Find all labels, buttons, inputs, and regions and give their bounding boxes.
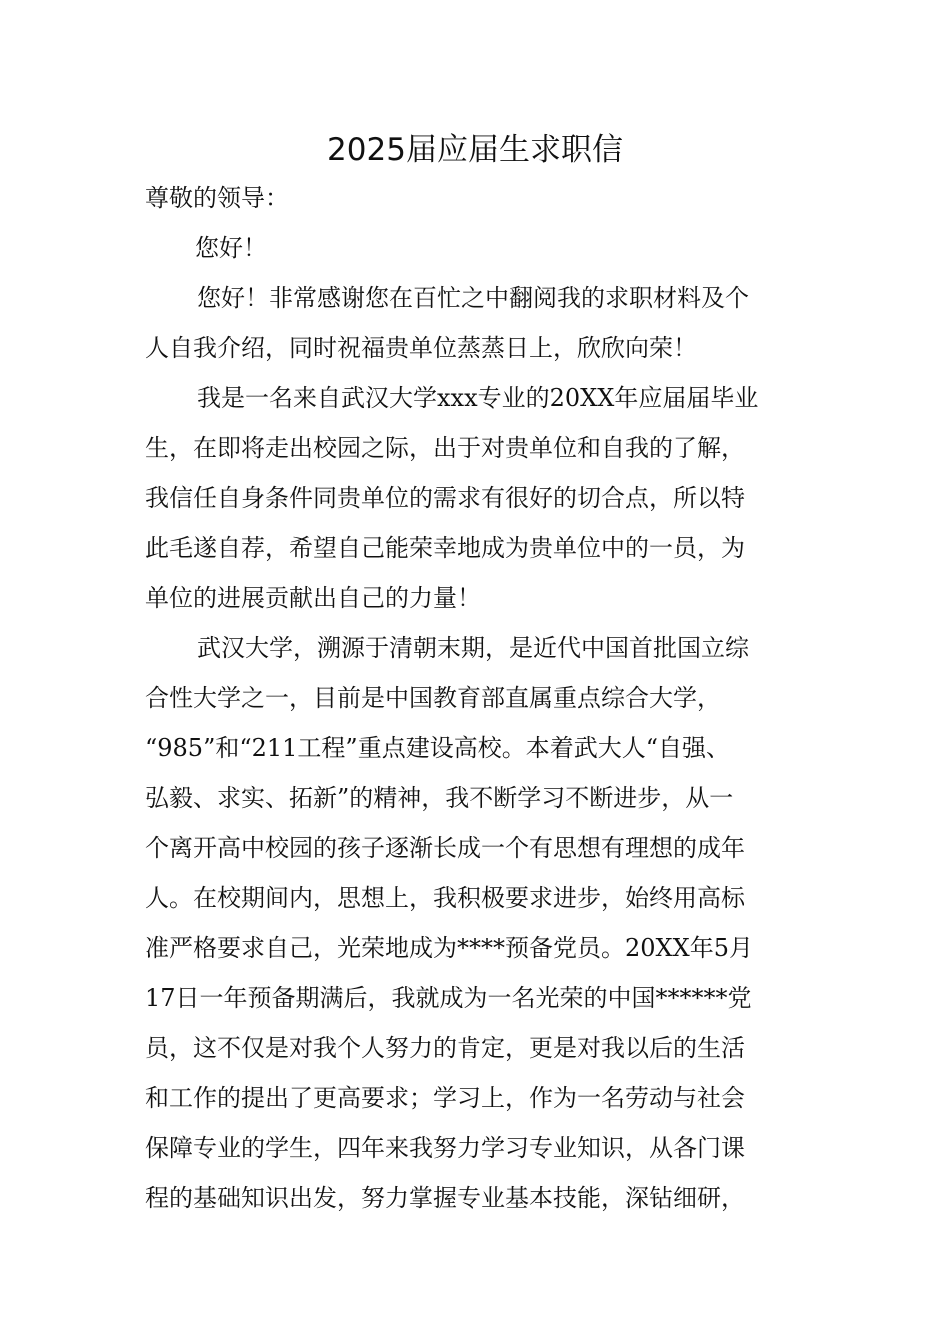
body-line: 17日一年预备期满后，我就成为一名光荣的中国******党	[145, 984, 752, 1012]
document-title: 2025届应届生求职信	[327, 132, 623, 168]
salutation: 尊敬的领导：	[145, 184, 289, 212]
greeting: 您好！	[195, 234, 267, 262]
body-line: 武汉大学，溯源于清朝末期，是近代中国首批国立综	[197, 634, 749, 662]
body-line: 单位的进展贡献出自己的力量！	[145, 584, 481, 612]
body-line: “985”和“211工程”重点建设高校。本着武大人“自强、	[145, 734, 730, 762]
body-line: 我信任自身条件同贵单位的需求有很好的切合点，所以特	[145, 484, 745, 512]
body-line: 弘毅、求实、拓新”的精神，我不断学习不断进步，从一	[145, 784, 734, 812]
body-line: 合性大学之一，目前是中国教育部直属重点综合大学，	[145, 684, 721, 712]
body-line: 程的基础知识出发，努力掌握专业基本技能，深钻细研，	[145, 1184, 745, 1212]
body-line: 人自我介绍，同时祝福贵单位蒸蒸日上，欣欣向荣！	[145, 334, 697, 362]
body-line: 此毛遂自荐，希望自己能荣幸地成为贵单位中的一员，为	[145, 534, 745, 562]
body-line: 您好！非常感谢您在百忙之中翻阅我的求职材料及个	[197, 284, 749, 312]
body-line: 生，在即将走出校园之际，出于对贵单位和自我的了解，	[145, 434, 745, 462]
body-line: 准严格要求自己，光荣地成为****预备党员。20XX年5月	[145, 934, 753, 962]
body-line: 个离开高中校园的孩子逐渐长成一个有思想有理想的成年	[145, 834, 745, 862]
body-line: 员，这不仅是对我个人努力的肯定，更是对我以后的生活	[145, 1034, 745, 1062]
body-line: 人。在校期间内，思想上，我积极要求进步，始终用高标	[145, 884, 745, 912]
body-line: 保障专业的学生，四年来我努力学习专业知识，从各门课	[145, 1134, 745, 1162]
body-line: 和工作的提出了更高要求；学习上，作为一名劳动与社会	[145, 1084, 745, 1112]
body-line: 我是一名来自武汉大学xxx专业的20XX年应届届毕业	[197, 384, 759, 412]
